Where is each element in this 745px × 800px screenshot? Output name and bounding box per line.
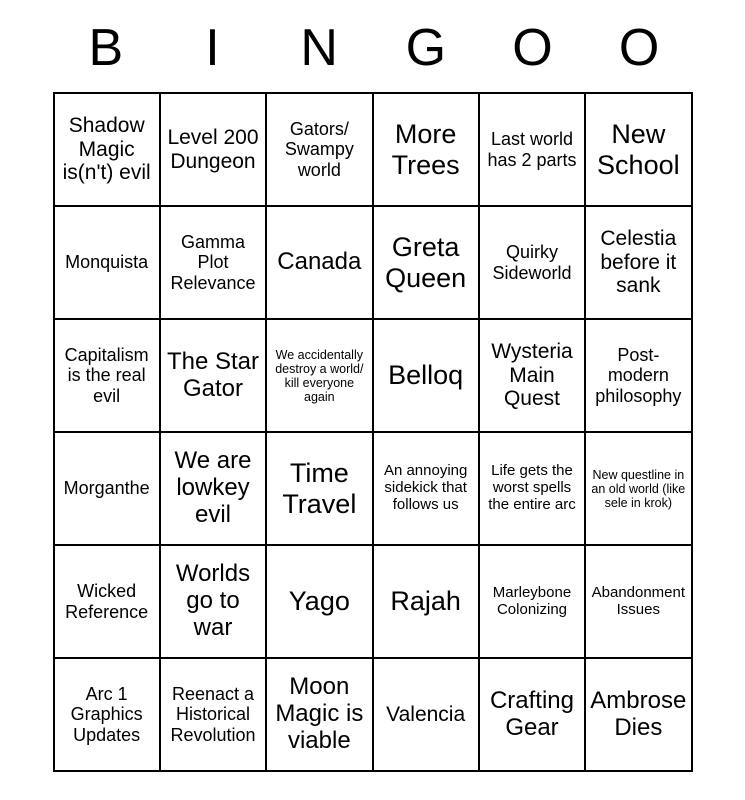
bingo-cell-label: We are lowkey evil [174,447,252,528]
bingo-cell[interactable] [480,207,586,320]
bingo-cell[interactable] [161,207,267,320]
bingo-cell-label: Capitalism is the real evil [64,345,149,406]
bingo-cell-label: Monquista [65,252,149,273]
bingo-cell[interactable] [374,94,480,207]
bingo-cell[interactable] [374,546,480,659]
bingo-cell-label: Ambrose Dies [590,686,687,741]
bingo-cell[interactable] [267,546,373,659]
bingo-cell-label: Level 200 Dungeon [167,125,259,173]
bingo-cell-label: Celestia before it sank [600,227,677,298]
bingo-cell[interactable] [267,207,373,320]
bingo-cell[interactable] [480,659,586,772]
bingo-cell[interactable] [161,320,267,433]
bingo-cell-label: Time Travel [282,458,357,519]
bingo-cell-label: Greta Queen [385,232,467,293]
bingo-title-row [53,18,693,78]
bingo-cell-label: More Trees [391,119,460,180]
bingo-cell[interactable] [267,659,373,772]
bingo-cell[interactable] [55,320,161,433]
bingo-cell-label: New questline in an old world (like sele in krok) [591,467,686,510]
bingo-cell-label: Morganthe [63,478,150,499]
bingo-cell[interactable] [586,320,692,433]
bingo-cell-label: Moon Magic is viable [275,673,364,754]
bingo-cell-label: Arc 1 Graphics Updates [70,684,143,745]
bingo-cell-label: Canada [277,248,362,276]
bingo-cell[interactable] [55,546,161,659]
bingo-cell[interactable] [267,94,373,207]
bingo-cell-label: We accidentally destroy a world/ kill everyone again [275,347,364,404]
bingo-cell-label: Post-modern philosophy [595,345,682,406]
bingo-cell-label: Rajah [390,586,461,617]
bingo-cell[interactable] [55,207,161,320]
bingo-cell[interactable] [267,320,373,433]
bingo-title-letter-i: I [205,19,220,77]
bingo-cell[interactable] [374,659,480,772]
bingo-cell[interactable] [586,659,692,772]
bingo-cell[interactable] [267,433,373,546]
bingo-cell-label: Belloq [388,360,464,391]
bingo-cell[interactable] [586,546,692,659]
bingo-title-letter-o2: O [618,19,660,77]
bingo-cell[interactable] [480,546,586,659]
bingo-cell-label: Abandonment Issues [591,583,686,618]
bingo-cell-label: Wicked Reference [65,581,149,622]
bingo-cell[interactable] [55,433,161,546]
bingo-cell[interactable] [586,207,692,320]
bingo-cell[interactable] [55,94,161,207]
bingo-title-letter-b: B [88,19,124,77]
bingo-cell[interactable] [161,94,267,207]
bingo-cell-label: The Star Gator [166,347,260,402]
bingo-cell-label: An annoying sidekick that follows us [383,462,468,513]
bingo-cell-label: Quirky Sideworld [492,242,572,283]
bingo-cell-label: Worlds go to war [175,560,251,641]
bingo-cell[interactable] [374,207,480,320]
bingo-cell-label: Valencia [386,702,466,726]
bingo-cell-label: Yago [288,586,350,617]
bingo-grid [53,92,693,772]
bingo-cell-label: Shadow Magic is(n't) evil [62,114,151,185]
bingo-cell-label: Crafting Gear [489,686,575,741]
bingo-cell-label: Gamma Plot Relevance [170,232,256,293]
bingo-cell-label: Marleybone Colonizing [492,583,572,618]
bingo-cell[interactable] [480,94,586,207]
bingo-cell[interactable] [161,659,267,772]
bingo-cell-label: Reenact a Historical Revolution [170,684,256,745]
bingo-cell[interactable] [55,659,161,772]
bingo-cell[interactable] [586,433,692,546]
bingo-cell-label: Wysteria Main Quest [491,340,573,411]
bingo-cell-label: Gators/ Swampy world [284,119,354,180]
bingo-cell[interactable] [480,320,586,433]
bingo-cell[interactable] [374,433,480,546]
bingo-cell-label: New School [597,119,680,180]
bingo-title-letter-g: G [405,19,447,77]
bingo-title-letter-o1: O [512,19,553,77]
bingo-cell-label: Last world has 2 parts [487,129,577,170]
bingo-cell[interactable] [161,433,267,546]
bingo-title-letter-n: N [300,19,338,77]
bingo-cell[interactable] [480,433,586,546]
bingo-cell[interactable] [161,546,267,659]
bingo-cell[interactable] [374,320,480,433]
bingo-cell-label: Life gets the worst spells the entire arc [488,462,576,513]
bingo-cell[interactable] [586,94,692,207]
